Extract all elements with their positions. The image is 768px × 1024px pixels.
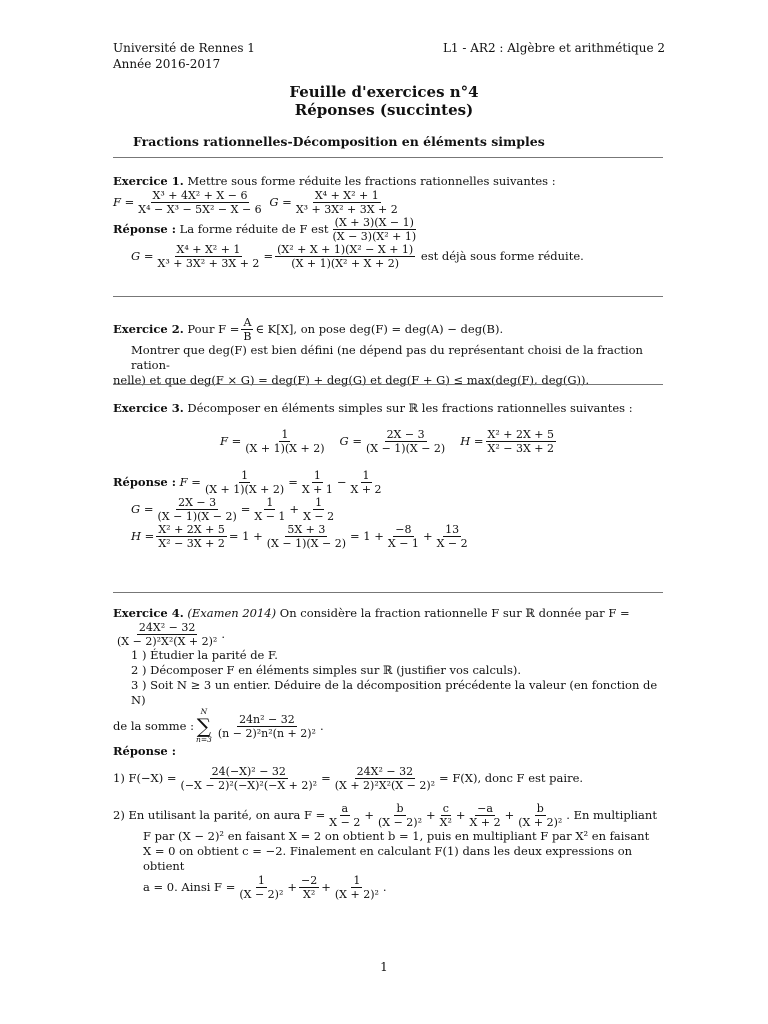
exercise-3-statement: Décomposer en éléments simples sur ℝ les fractions rationnelles suivantes : bbox=[187, 401, 633, 415]
equals-sign: = bbox=[240, 502, 251, 516]
fraction-answer-F: $\frac{(X + 3)(X - 1)}{\text{(X − 3)(X² + 1)}}$ bbox=[332, 216, 417, 243]
answer-2-line4: a = 0. Ainsi F = bbox=[143, 880, 236, 894]
fraction: $\frac{c}{\text{X²}}$ bbox=[439, 802, 452, 829]
fraction: $\frac{b}{\text{(X − 2)²}}$ bbox=[377, 802, 423, 829]
fraction: $\frac{\text{24(−X)² − 32}}{\text{(−X − 2)²(−X)²(−X + 2)²}}$ bbox=[180, 765, 318, 792]
fraction-G: $\frac{2X - 3}{(X - 1)(X - 2)}$ bbox=[365, 428, 446, 455]
fraction-G-answer: $\frac{\text{X⁴ + X² + 1}}{\text{X³ + 3X² + 3X + 2}}$ bbox=[157, 243, 260, 270]
exercise-4-exam: (Examen 2014) bbox=[187, 606, 277, 620]
exercise-2-text: Pour F = bbox=[187, 322, 240, 336]
equals-sign: = bbox=[263, 249, 274, 263]
title-line2: Réponses (succintes) bbox=[294, 101, 474, 119]
divider bbox=[113, 157, 663, 158]
formula-lhs: F = bbox=[179, 475, 201, 489]
fraction: $\frac{1}{X + 2}$ bbox=[350, 469, 382, 496]
header-course: L1 - AR2 : Algèbre et arithmétique 2 bbox=[442, 41, 665, 55]
answer-label: Réponse : bbox=[113, 222, 176, 236]
formula-lhs: H = bbox=[131, 529, 155, 543]
document-title bbox=[0, 83, 768, 119]
exercise-2-line3: nelle) et que deg(F × G) = deg(F) + deg(G) et deg(F + G) ≤ max(deg(F), deg(G)). bbox=[113, 373, 590, 387]
fraction-F: $\frac{1}{(X + 1)(X + 2)}$ bbox=[245, 428, 325, 455]
header-university: Université de Rennes 1 bbox=[113, 41, 255, 55]
answer-2-line3: X = 0 on obtient c = −2. Finalement en calculant F(1) dans les deux expressions on obtient bbox=[143, 844, 633, 873]
question-2: 2 ) Décomposer F en éléments simples sur ℝ (justifier vos calculs). bbox=[131, 663, 522, 677]
period: . bbox=[221, 627, 225, 641]
fraction-A-over-B: $\frac{A}{B}$ bbox=[243, 316, 252, 343]
answer-2-line2: F par (X − 2)² en faisant X = 2 on obtient b = 1, puis en multipliant F par X² en faisant bbox=[143, 829, 650, 843]
divider bbox=[113, 592, 663, 593]
plus-sign: + bbox=[321, 880, 331, 894]
exercise-1 bbox=[113, 174, 665, 270]
fraction: $\frac{1}{X + 1}$ bbox=[301, 469, 333, 496]
formula-lhs: F = bbox=[219, 434, 242, 448]
answer-1-lhs: 1) F(−X) = bbox=[113, 771, 177, 785]
exercise-2-line2: Montrer que deg(F) est bien défini (ne dépend pas du représentant choisi de la fraction ration- bbox=[131, 343, 643, 372]
exercise-4-label: Exercice 4. bbox=[113, 606, 184, 620]
formula-lhs: F = bbox=[113, 195, 135, 209]
formula-lhs: G = bbox=[131, 502, 154, 516]
plus-sign: + bbox=[422, 529, 433, 543]
fraction-sum-term: $\frac{\text{24n² − 32}}{\text{(n − 2)²n²(n + 2)²}}$ bbox=[217, 712, 316, 740]
answer-1-conclusion: = F(X), donc F est paire. bbox=[439, 771, 584, 785]
minus-sign: − bbox=[336, 475, 347, 489]
question-3: 3 ) Soit N ≥ 3 un entier. Déduire de la décomposition précédente la valeur (en fonction de N) bbox=[131, 678, 658, 707]
exercise-3-label: Exercice 3. bbox=[113, 401, 184, 415]
fraction: $\frac{1}{(X + 1)(X + 2)}$ bbox=[204, 469, 285, 496]
exercise-2 bbox=[113, 316, 665, 388]
fraction-G-factored: $\frac{\text{(X² + X + 1)(X² − X + 1)}}{\text{(X + 1)(X² + X + 2)}}$ bbox=[277, 243, 414, 270]
plus-sign: + bbox=[455, 808, 466, 822]
title-line1: Feuille d'exercices n°4 bbox=[289, 83, 479, 101]
period: . bbox=[319, 718, 324, 733]
plus-sign: + bbox=[287, 880, 298, 894]
fraction: $\frac{-2}{\text{X²}}$ bbox=[301, 874, 318, 901]
equals-sign: = bbox=[288, 475, 298, 489]
fraction-H: $\frac{\text{X² + 2X + 5}}{\text{X² − 3X + 2}}$ bbox=[487, 428, 555, 455]
formula-lhs: G = bbox=[131, 249, 154, 263]
fraction: $\frac{1}{\text{(X + 2)²}}$ bbox=[334, 874, 379, 901]
answer-text: est déjà sous forme réduite. bbox=[420, 249, 584, 263]
exercise-4 bbox=[113, 606, 665, 901]
sum-symbol: N ∑ n=3 bbox=[195, 707, 212, 744]
answer-label: Réponse : bbox=[113, 475, 176, 489]
fraction-F: $\frac{\text{24X² − 32}}{\text{(X − 2)²X²(X + 2)²}}$ bbox=[117, 621, 218, 648]
plus-sign: + bbox=[426, 808, 436, 822]
plus-sign: + bbox=[289, 502, 300, 516]
answer-2-text: . En multipliant bbox=[566, 808, 657, 822]
equals-sign: = bbox=[321, 771, 331, 785]
exercise-4-intro: On considère la fraction rationnelle F sur ℝ donnée par F = bbox=[279, 606, 630, 620]
fraction-G: $\frac{\text{X⁴ + X² + 1}}{\text{X³ + 3X² + 3X + 2}}$ bbox=[295, 189, 398, 216]
formula-lhs: G = bbox=[339, 434, 362, 448]
divider bbox=[113, 296, 663, 297]
equals-sign: = 1 + bbox=[228, 529, 263, 543]
period: . bbox=[382, 880, 387, 894]
fraction: $\frac{a}{X - 2}$ bbox=[329, 802, 361, 829]
fraction: $\frac{5X + 3}{(X - 1)(X - 2)}$ bbox=[266, 523, 346, 550]
fraction: $\frac{2X - 3}{(X - 1)(X - 2)}$ bbox=[157, 496, 237, 523]
fraction: $\frac{\text{24X² − 32}}{\text{(X + 2)²X²(X − 2)²}}$ bbox=[334, 765, 436, 792]
fraction-F: $\frac{\text{X³ + 4X² + X − 6}}{\text{X⁴ − X³ − 5X² − X − 6}}$ bbox=[138, 189, 262, 216]
fraction: $\frac{b}{\text{(X + 2)²}}$ bbox=[518, 802, 563, 829]
exercise-2-text: ∈ K[X], on pose deg(F) = deg(A) − deg(B). bbox=[255, 322, 504, 336]
question-1: 1 ) Étudier la parité de F. bbox=[131, 648, 278, 662]
formula-lhs: G = bbox=[269, 195, 292, 209]
plus-sign: + bbox=[364, 808, 374, 822]
divider bbox=[113, 384, 663, 385]
fraction: $\frac{13}{X - 2}$ bbox=[436, 523, 468, 550]
equals-sign: = 1 + bbox=[349, 529, 384, 543]
fraction: $\frac{-8}{X - 1}$ bbox=[387, 523, 419, 550]
exercise-3 bbox=[113, 401, 665, 550]
answer-label: Réponse : bbox=[113, 744, 176, 758]
header-year: Année 2016-2017 bbox=[113, 57, 221, 71]
sum-label: de la somme : bbox=[113, 718, 194, 733]
plus-sign: + bbox=[504, 808, 515, 822]
fraction: $\frac{1}{X - 2}$ bbox=[303, 496, 335, 523]
page-header bbox=[113, 40, 665, 72]
document-subtitle: Fractions rationnelles-Décomposition en éléments simples bbox=[133, 134, 545, 149]
fraction: $\frac{-a}{X + 2}$ bbox=[469, 802, 501, 829]
exercise-2-label: Exercice 2. bbox=[113, 322, 184, 336]
fraction: $\frac{\text{X² + 2X + 5}}{\text{X² − 3X + 2}}$ bbox=[158, 523, 225, 550]
exercise-1-label: Exercice 1. bbox=[113, 174, 184, 188]
formula-lhs: H = bbox=[460, 434, 484, 448]
page-number: 1 bbox=[380, 960, 388, 974]
answer-2-start: 2) En utilisant la parité, on aura F = bbox=[113, 808, 326, 822]
exercise-1-statement: Mettre sous forme réduite les fractions rationnelles suivantes : bbox=[187, 174, 556, 188]
answer-text: La forme réduite de F est bbox=[179, 222, 329, 236]
fraction: $\frac{1}{X - 1}$ bbox=[254, 496, 286, 523]
fraction: $\frac{1}{\text{(X − 2)²}}$ bbox=[239, 874, 284, 901]
